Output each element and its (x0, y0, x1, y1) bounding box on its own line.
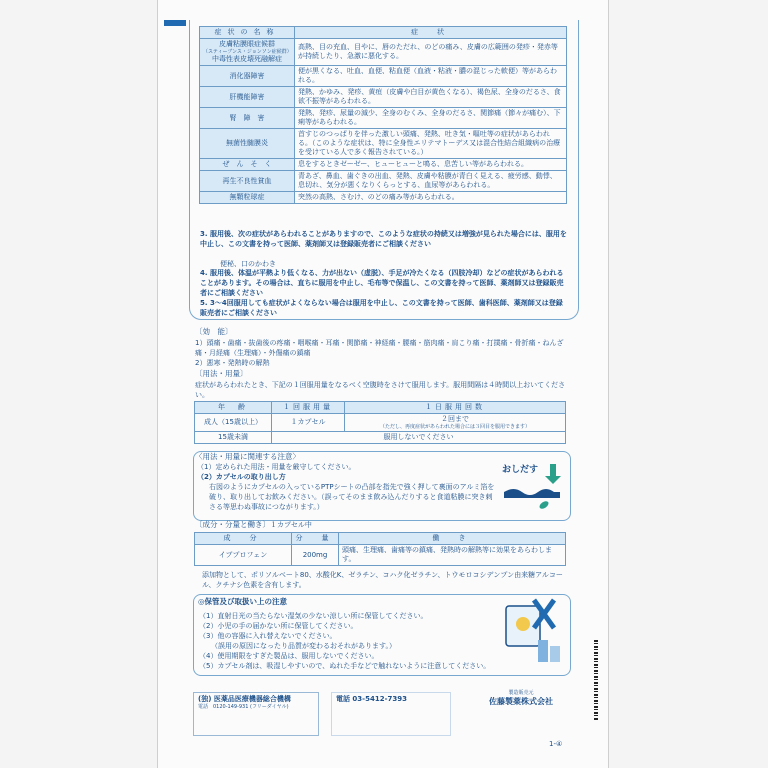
dosage-col-age: 年 齢 (195, 402, 272, 414)
warning-item-5: 5. 3～4回服用しても症状がよくならない場合は服用を中止し、この文書を持って医師、歯科医師、薬剤師又は登録販売者にご相談ください (200, 299, 563, 317)
symptom-name: 肝機能障害 (200, 87, 295, 108)
table-row (195, 414, 566, 432)
dosage-child-label: 15歳未満 (195, 432, 272, 444)
dosage-adult-daily-note: （ただし、再度症状があらわれた場合には３回目を服用できます） (379, 424, 530, 430)
storage-item-5: （5）カプセル剤は、吸湿しやすいので、ぬれた手などで触れないように注意してください。 (199, 662, 491, 670)
usage-notes-heading: 〈用法・用量に関連する注意〉 (195, 452, 300, 461)
ingredient-name: イブプロフェン (195, 545, 292, 566)
symptom-description: 発熱、かゆみ、発疹、黄疸（皮膚や白目が黄色くなる）、褐色尿、全身のだるさ、食欲不振等があらわれる。 (295, 87, 567, 108)
pmda-contact-box (193, 692, 319, 736)
storage-heading: ◎保管及び取扱い上の注意 (198, 597, 288, 606)
dosage-col-once: １回服用量 (272, 402, 345, 414)
warning-item-4: 4. 服用後、体温が平熱より低くなる、力が出ない（虚脱）、手足が冷たくなる（四肢冷却）などの症状があらわれることがあります。その場合は、直ちに服用を中止し、毛布等で保温し、この文書を持って医師、薬剤師又は登録販売者にご相談ください (200, 269, 564, 297)
storage-item-1: （1）直射日光の当たらない湿気の少ない涼しい所に保管してください。 (199, 612, 428, 620)
dosage-col-daily: １日服用回数 (345, 402, 566, 414)
consultation-box (331, 692, 451, 736)
symptom-table-header-name: 症状の名称 (200, 27, 295, 39)
ingredients-col-name: 成 分 (195, 533, 292, 545)
press-out-illustration (502, 462, 562, 516)
dosage-adult-label: 成人（15歳以上） (195, 414, 272, 432)
usage-note-2: （2）カプセルの取り出し方 (197, 473, 286, 481)
ingredients-heading: 〔成分・分量と働き〕 (195, 520, 270, 529)
table-row (200, 171, 567, 192)
table-row (195, 545, 566, 566)
sun-and-box-icon (500, 598, 564, 670)
symptom-description: 突然の高熱、さむけ、のどの痛み等があらわれる。 (295, 192, 567, 204)
dosage-child-value: 服用しないでください (272, 432, 566, 444)
table-row (200, 159, 567, 171)
warning-item-3: 3. 服用後、次の症状があらわれることがありますので、このような症状の持続又は増強が見られた場合には、服用を中止し、この文書を持って医師、薬剤師又は登録販売者にご相談ください (200, 230, 567, 248)
usage-note-1: （1）定められた用法・用量を厳守してください。 (197, 463, 356, 471)
symptom-name: 再生不良性貧血 (200, 171, 295, 192)
symptom-name: 無顆粒球症 (200, 192, 295, 204)
table-row (200, 129, 567, 159)
symptom-table (199, 26, 567, 204)
dosage-heading: 〔用法・用量〕 (195, 369, 248, 378)
storage-illustration (500, 598, 564, 670)
symptom-description: 発熱、発疹、尿量の減少、全身のむくみ、全身のだるさ、関節痛（節々が痛む）、下痢等があらわれる。 (295, 108, 567, 129)
press-out-label: おしだす (502, 465, 539, 475)
ingredient-additives: 添加物として、ポリソルベート80、水酸化K、ゼラチン、コハク化ゼラチン、トウモロコシデンプン由来糖アルコール、クチナシ色素を含有します。 (202, 571, 563, 589)
ingredients-heading-sub: １カプセル中 (270, 521, 312, 529)
pmda-phone: 電話 0120-149-931 (フリーダイヤル) (198, 704, 289, 710)
storage-item-4: （4）使用期限をすぎた製品は、服用しないでください。 (199, 652, 379, 660)
manufacturer-block (462, 690, 580, 707)
ingredients-col-action: 働 き (339, 533, 566, 545)
consult-phone: 電話 03-5412-7393 (336, 695, 407, 703)
efficacy-item-2: 2）悪寒・発熱時の解熱 (195, 359, 270, 367)
storage-item-3: （3）他の容器に入れ替えないでください。 (199, 632, 337, 640)
dosage-table (194, 401, 566, 444)
symptom-name-sub: （スティーブンス・ジョンソン症候群） (203, 49, 292, 55)
side-barcode (594, 640, 598, 720)
symptom-name: 無菌性髄膜炎 (200, 129, 295, 159)
maker-name: 佐藤製薬株式会社 (489, 697, 553, 706)
ingredient-action: 頭痛、生理痛、歯痛等の鎮痛、発熱時の解熱等に効果をあらわします。 (339, 545, 566, 566)
symptom-name: 消化器障害 (200, 66, 295, 87)
storage-item-3-detail: （誤用の原因になったり品質が変わるおそれがあります。） (211, 642, 396, 650)
ingredient-amount: 200mg (292, 545, 339, 566)
page-number: 1-④ (549, 740, 563, 748)
symptom-table-header-symptom: 症 状 (295, 27, 567, 39)
table-row (200, 87, 567, 108)
symptom-description: 便が黒くなる、吐血、血便、粘血便（血液・粘液・膿の混じった軟便）等があらわれる。 (295, 66, 567, 87)
table-row (200, 192, 567, 204)
table-row (200, 39, 567, 66)
symptom-description: 青あざ、鼻血、歯ぐきの出血、発熱、皮膚や粘膜が青白く見える、疲労感、動悸、息切れ、気分が悪くなりくらっとする、血尿等があらわれる。 (295, 171, 567, 192)
symptom-name: 皮膚粘膜眼症候群 (219, 40, 275, 48)
efficacy-heading: 〔効 能〕 (195, 327, 233, 336)
dosage-adult-once: １カプセル (272, 414, 345, 432)
dosage-text: 症状があらわれたとき、下記の１回服用量をなるべく空腹時をさけて服用します。服用間隔は４時間以上おいてください。 (195, 381, 566, 399)
symptom-name: ぜ ん そ く (200, 159, 295, 171)
ingredients-table (194, 532, 566, 566)
maker-title: 製造販売元 (508, 690, 534, 696)
symptom-name: 腎 障 害 (200, 108, 295, 129)
corner-registration-mark (164, 20, 186, 26)
usage-note-2-detail: 右図のようにカプセルの入っているPTPシートの凸部を指先で強く押して裏面のアルミ箔を破り、取り出してお飲みください。（誤ってそのまま飲み込んだりすると食道粘膜に突き刺さる等思わぬ事故につながります。） (209, 483, 495, 511)
pmda-name: (独) 医薬品医療機器総合機構 (198, 695, 291, 703)
symptom-description: 首すじのつっぱりを伴った激しい頭痛、発熱、吐き気・嘔吐等の症状があらわれる。（このような症状は、特に全身性エリテマトーデス又は混合性結合組織病の治療を受けている人で多く報告されている。） (295, 129, 567, 159)
efficacy-item-1: 1）頭痛・歯痛・抜歯後の疼痛・咽喉痛・耳痛・関節痛・神経痛・腰痛・筋肉痛・肩こり痛・打撲痛・骨折痛・ねんざ痛・月経痛（生理痛）・外傷痛の鎮痛 (195, 339, 564, 357)
table-row (200, 108, 567, 129)
symptom-description: 息をするときゼーゼー、ヒューヒューと鳴る、息苦しい等があらわれる。 (295, 159, 567, 171)
table-row (200, 66, 567, 87)
table-row (195, 432, 566, 444)
ingredients-col-amount: 分 量 (292, 533, 339, 545)
warning-item-3-detail: 便秘、口のかわき (220, 260, 276, 268)
storage-item-2: （2）小児の手の届かない所に保管してください。 (199, 622, 358, 630)
dosage-adult-daily: ２回まで (441, 415, 469, 423)
symptom-description: 高熱、目の充血、目やに、唇のただれ、のどの痛み、皮膚の広範囲の発疹・発赤等が持続したり、急激に悪化する。 (295, 39, 567, 66)
symptom-name-sub2: 中毒性表皮壊死融解症 (212, 55, 282, 63)
